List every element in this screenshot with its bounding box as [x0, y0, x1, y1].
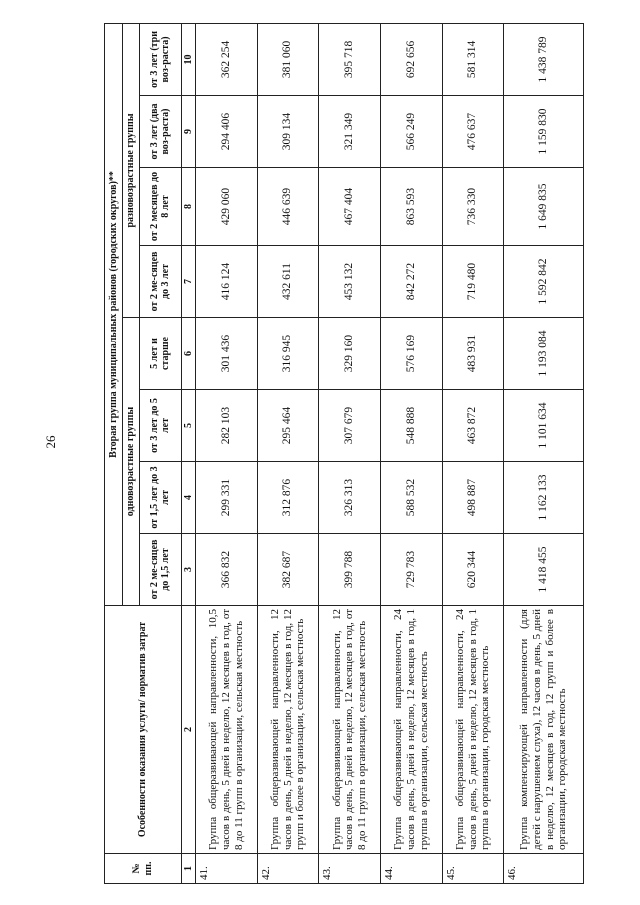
table-row [504, 23, 584, 883]
column-number: 2 [181, 606, 196, 854]
row-value: 576 169 [380, 318, 442, 390]
table-row [257, 23, 319, 883]
row-description: Группа общеразвивающей направленности, 12 часов в день, 5 дней в неделю, 12 месяцев в год, 12 групп и более в организации, сельская местность [257, 606, 319, 854]
row-number: 42. [257, 854, 319, 884]
row-number: 41. [196, 854, 258, 884]
row-value: 1 159 830 [504, 96, 584, 168]
header-col: от 2 ме-сяцев до 1,5 лет [139, 534, 181, 606]
row-value: 483 931 [442, 318, 504, 390]
row-value: 362 254 [196, 23, 258, 95]
header-col: от 3 лет (три воз-раста) [139, 23, 181, 95]
row-value: 842 272 [380, 246, 442, 318]
table-row [196, 23, 258, 883]
row-value: 395 718 [319, 23, 381, 95]
rotated-table-area [104, 24, 640, 880]
row-number: 43. [319, 854, 381, 884]
row-value: 446 639 [257, 168, 319, 246]
row-value: 307 679 [319, 390, 381, 462]
header-same-age: одновозрастные группы [123, 318, 140, 606]
header-col: 5 лет и старше [139, 318, 181, 390]
table-row [442, 23, 504, 883]
row-value: 299 331 [196, 462, 258, 534]
page-number: 26 [43, 435, 58, 449]
row-description: Группа общеразвивающей направленности, 12 часов в день, 5 дней в неделю, 12 месяцев в год, от 8 до 11 групп в организации, сельская местность [319, 606, 381, 854]
column-number: 1 [181, 854, 196, 884]
row-value: 1 162 133 [504, 462, 584, 534]
row-value: 382 687 [257, 534, 319, 606]
row-number: 44. [380, 854, 442, 884]
row-value: 692 656 [380, 23, 442, 95]
row-number: 46. [504, 854, 584, 884]
header-col: от 2 месяцев до 8 лет [139, 168, 181, 246]
row-value: 476 637 [442, 96, 504, 168]
row-value: 1 649 835 [504, 168, 584, 246]
header-feature: Особенности оказания услуги/ норматив затрат [105, 606, 182, 854]
row-value: 429 060 [196, 168, 258, 246]
column-number: 6 [181, 318, 196, 390]
column-number: 4 [181, 462, 196, 534]
row-description: Группа общеразвивающей направленности, 24 часов в день, 5 дней в неделю, 12 месяцев в год, 1 группа в организации, сельская местность [380, 606, 442, 854]
row-value: 588 532 [380, 462, 442, 534]
column-number: 7 [181, 246, 196, 318]
row-value: 736 330 [442, 168, 504, 246]
row-number: 45. [442, 854, 504, 884]
row-value: 498 887 [442, 462, 504, 534]
header-group-title: Вторая группа муниципальных районов (городских округов)** [105, 23, 123, 605]
row-description: Группа компенсирующей направленности (для детей с нарушением слуха), 12 часов в день, 5 дней в неделю, 12 месяцев в год, 12 групп и более в организации, городская местность [504, 606, 584, 854]
row-value: 453 132 [319, 246, 381, 318]
row-value: 432 611 [257, 246, 319, 318]
row-value: 1 592 842 [504, 246, 584, 318]
row-description: Группа общеразвивающей направленности, 10,5 часов в день, 5 дней в неделю, 12 месяцев в год, от 8 до 11 групп в организации, сельская местность [196, 606, 258, 854]
row-value: 467 404 [319, 168, 381, 246]
row-value: 381 060 [257, 23, 319, 95]
row-value: 321 349 [319, 96, 381, 168]
header-col: от 3 лет (два воз-раста) [139, 96, 181, 168]
row-value: 1 418 455 [504, 534, 584, 606]
row-value: 719 480 [442, 246, 504, 318]
row-value: 729 783 [380, 534, 442, 606]
row-value: 1 438 789 [504, 23, 584, 95]
header-mixed-age: разновозрастные группы [123, 23, 140, 317]
row-value: 1 193 084 [504, 318, 584, 390]
table-row [380, 23, 442, 883]
row-value: 329 160 [319, 318, 381, 390]
row-value: 463 872 [442, 390, 504, 462]
row-value: 312 876 [257, 462, 319, 534]
header-col: от 2 ме-сяцев до 3 лет [139, 246, 181, 318]
table-row [319, 23, 381, 883]
row-value: 566 249 [380, 96, 442, 168]
row-value: 326 313 [319, 462, 381, 534]
row-value: 295 464 [257, 390, 319, 462]
row-value: 416 124 [196, 246, 258, 318]
column-number: 5 [181, 390, 196, 462]
row-value: 282 103 [196, 390, 258, 462]
header-col: от 3 лет до 5 лет [139, 390, 181, 462]
column-number: 9 [181, 96, 196, 168]
row-value: 581 314 [442, 23, 504, 95]
column-number: 3 [181, 534, 196, 606]
row-value: 399 788 [319, 534, 381, 606]
row-value: 620 344 [442, 534, 504, 606]
row-description: Группа общеразвивающей направленности, 24 часов в день, 5 дней в неделю, 12 месяцев в год, 1 группа в организации, городская местность [442, 606, 504, 854]
column-number: 8 [181, 168, 196, 246]
row-value: 863 593 [380, 168, 442, 246]
cost-norms-table [104, 23, 584, 884]
row-value: 309 134 [257, 96, 319, 168]
header-no: № пп. [105, 854, 182, 884]
header-col: от 1,5 лет до 3 лет [139, 462, 181, 534]
row-value: 366 832 [196, 534, 258, 606]
row-value: 294 406 [196, 96, 258, 168]
row-value: 548 888 [380, 390, 442, 462]
row-value: 1 101 634 [504, 390, 584, 462]
row-value: 316 945 [257, 318, 319, 390]
column-number: 10 [181, 23, 196, 95]
row-value: 301 436 [196, 318, 258, 390]
